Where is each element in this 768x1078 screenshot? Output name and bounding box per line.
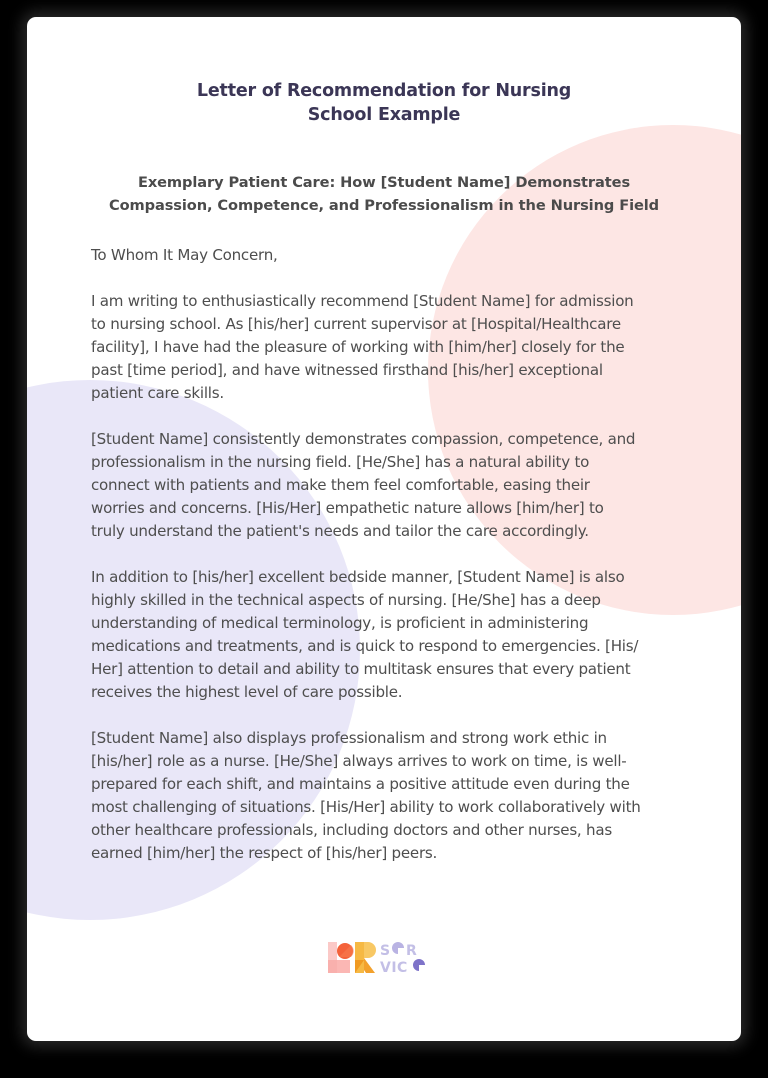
paragraph-line: past [time period], and have witnessed firsthand [his/her] exceptional [91,361,603,379]
page-title [27,79,741,127]
paragraph-line: to nursing school. As [his/her] current supervisor at [Hospital/Healthcare [91,315,621,333]
paragraph-line: highly skilled in the technical aspects of nursing. [He/She] has a deep [91,591,601,609]
paragraph-line: earned [him/her] the respect of [his/her] peers. [91,844,438,862]
paragraph-line: most challenging of situations. [His/Her] ability to work collaboratively with [91,798,641,816]
svg-text:VIC: VIC [380,960,408,976]
paragraph-line: connect with patients and make them feel comfortable, easing their [91,476,590,494]
subtitle-line: Exemplary Patient Care: How [Student Name] Demonstrates [137,174,631,191]
paragraph-line: medications and treatments, and is quick to respond to emergencies. [His/ [91,637,639,655]
letter-body [91,244,691,888]
paragraph-2 [91,428,691,543]
paragraph-line: receives the highest level of care possible. [91,683,403,701]
paragraph-line: professionalism in the nursing field. [He/She] has a natural ability to [91,453,590,471]
paragraph-3 [91,566,691,704]
svg-text:R: R [406,943,417,959]
paragraph-line: I am writing to enthusiastically recommend [Student Name] for admission [91,292,634,310]
lr-service-logo [328,938,440,978]
paragraph-line: prepared for each shift, and maintains a positive attitude even during the [91,775,630,793]
paragraph-line: Her] attention to detail and ability to multitask ensures that every patient [91,660,631,678]
svg-text:S: S [380,943,392,959]
paragraph-line: patient care skills. [91,384,224,402]
paragraph-line: [his/her] role as a nurse. [He/She] always arrives to work on time, is well- [91,752,627,770]
letter-content [27,17,741,1041]
paragraph-line: [Student Name] consistently demonstrates compassion, competence, and [91,430,636,448]
lr-service-logo-icon [328,938,440,978]
paragraph-4 [91,727,691,865]
paragraph-line: [Student Name] also displays professionalism and strong work ethic in [91,729,607,747]
subtitle-line: Compassion, Competence, and Professionalism in the Nursing Field [108,197,660,214]
paragraph-line: truly understand the patient's needs and tailor the care accordingly. [91,522,589,540]
salutation [91,244,691,267]
letter-page [27,17,741,1041]
salutation-text: To Whom It May Concern, [91,246,278,264]
paragraph-line: other healthcare professionals, including doctors and other nurses, has [91,821,612,839]
paragraph-1 [91,290,691,405]
title-line: Letter of Recommendation for Nursing [196,81,572,101]
paragraph-line: worries and concerns. [His/Her] empathetic nature allows [him/her] to [91,499,604,517]
paragraph-line: In addition to [his/her] excellent bedside manner, [Student Name] is also [91,568,625,586]
paragraph-line: facility], I have had the pleasure of working with [him/her] closely for the [91,338,625,356]
page-subtitle [27,171,741,217]
paragraph-line: understanding of medical terminology, is proficient in administering [91,614,589,632]
title-line: School Example [307,105,461,125]
